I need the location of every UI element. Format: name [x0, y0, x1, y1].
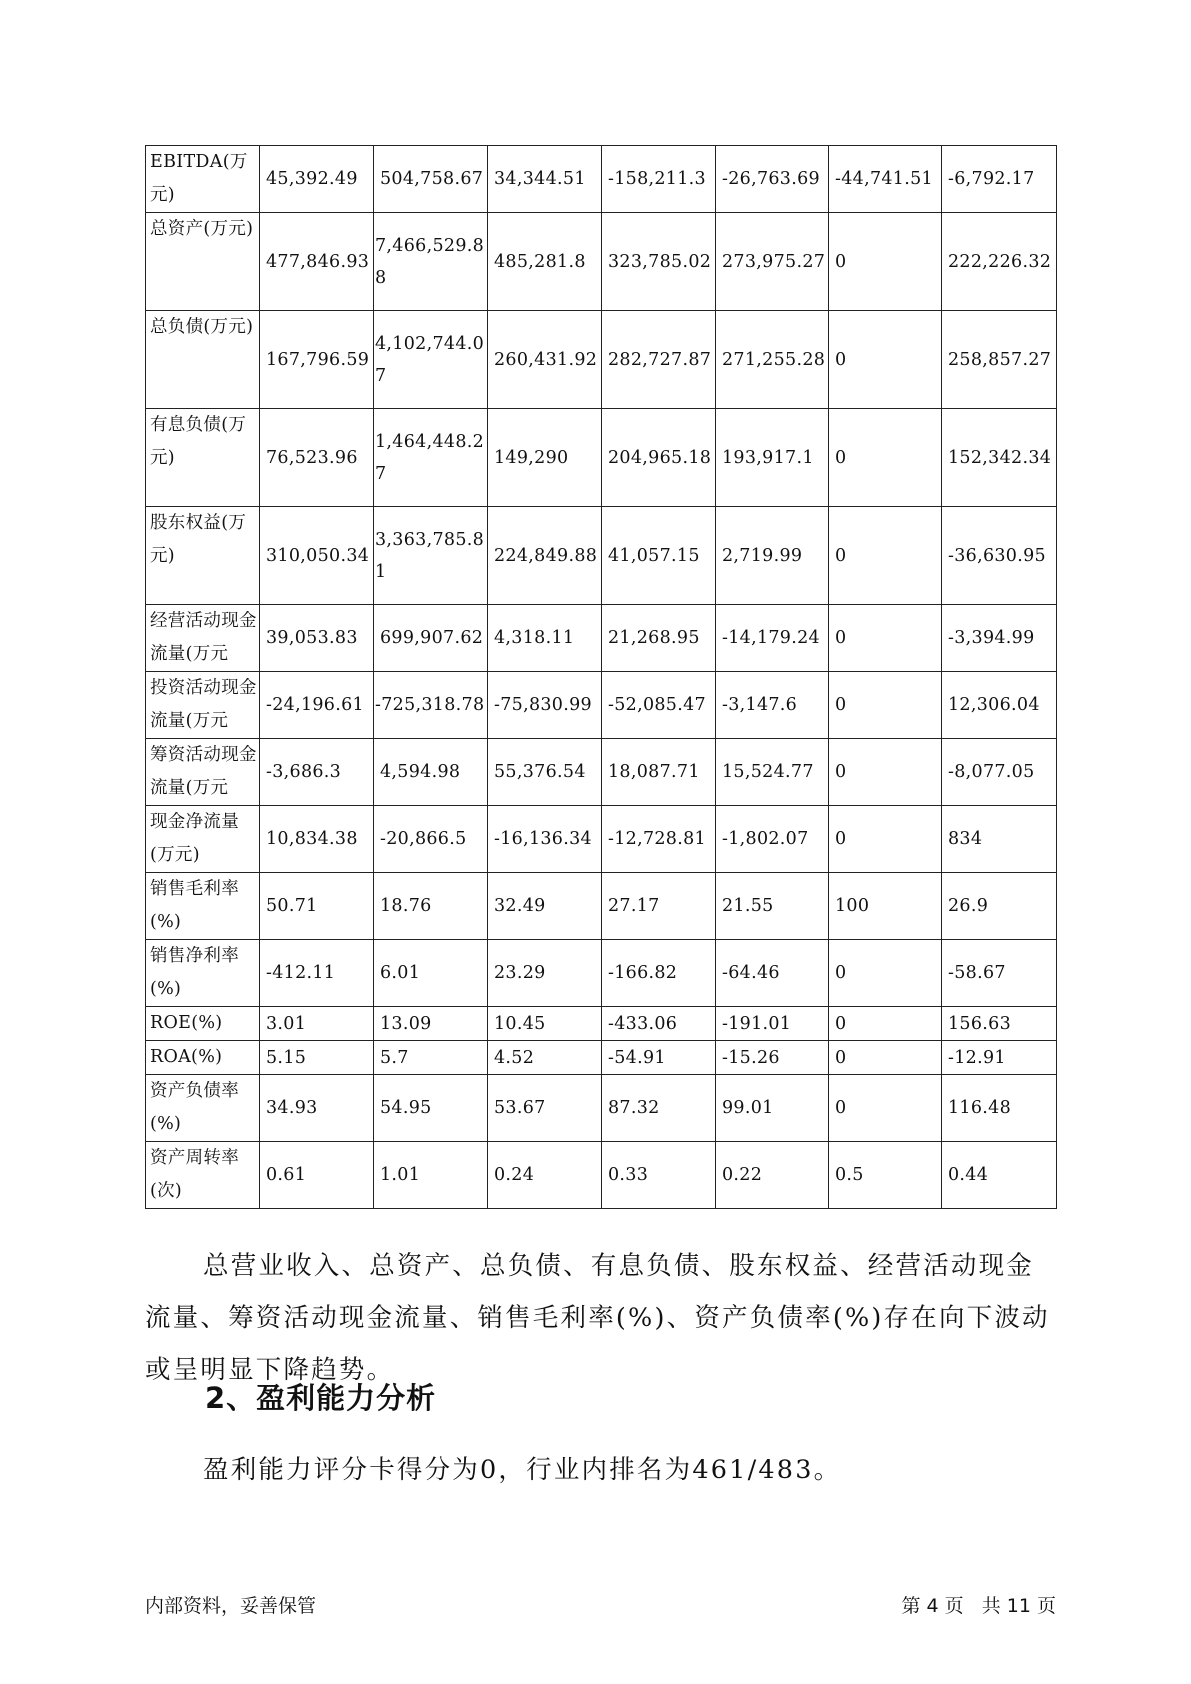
- table-cell: -58.67: [942, 940, 1057, 1007]
- row-label: 经营活动现金流量(万元: [146, 605, 260, 672]
- table-cell: 273,975.27: [716, 213, 829, 311]
- table-cell: 21.55: [716, 873, 829, 940]
- table-cell: 1.01: [374, 1142, 488, 1209]
- table-cell: 41,057.15: [602, 507, 716, 605]
- table-cell: 34.93: [260, 1075, 374, 1142]
- table-cell: 0: [829, 739, 942, 806]
- table-cell: 0: [829, 605, 942, 672]
- table-cell: 18.76: [374, 873, 488, 940]
- table-row: [146, 146, 1057, 213]
- table-cell: -64.46: [716, 940, 829, 1007]
- table-cell: -36,630.95: [942, 507, 1057, 605]
- row-label: 总负债(万元): [146, 311, 260, 409]
- table-row: [146, 311, 1057, 409]
- table-cell: 0: [829, 1075, 942, 1142]
- table-cell: 5.15: [260, 1041, 374, 1075]
- table-cell: 54.95: [374, 1075, 488, 1142]
- table-cell: 0.24: [488, 1142, 602, 1209]
- table-cell: -3,686.3: [260, 739, 374, 806]
- row-label: EBITDA(万元): [146, 146, 260, 213]
- table-cell: -52,085.47: [602, 672, 716, 739]
- table-cell: -26,763.69: [716, 146, 829, 213]
- table-cell: 222,226.32: [942, 213, 1057, 311]
- table-cell: 116.48: [942, 1075, 1057, 1142]
- table-cell: 18,087.71: [602, 739, 716, 806]
- footer-page-number: 第 4 页 共 11 页: [901, 1595, 1056, 1617]
- table-cell: 224,849.88: [488, 507, 602, 605]
- table-cell: 5.7: [374, 1041, 488, 1075]
- table-cell: 3,363,785.81: [374, 507, 488, 605]
- table-cell: -8,077.05: [942, 739, 1057, 806]
- table-cell: -433.06: [602, 1007, 716, 1041]
- table-row: [146, 940, 1057, 1007]
- table-cell: 27.17: [602, 873, 716, 940]
- table-row: [146, 213, 1057, 311]
- table-cell: 4,102,744.07: [374, 311, 488, 409]
- table-cell: 3.01: [260, 1007, 374, 1041]
- summary-paragraph: 总营业收入、总资产、总负债、有息负债、股东权益、经营活动现金流量、筹资活动现金流量、销售毛利率(%)、资产负债率(%)存在向下波动或呈明显下降趋势。: [145, 1251, 1050, 1385]
- table-cell: 10,834.38: [260, 806, 374, 873]
- table-cell: 504,758.67: [374, 146, 488, 213]
- table-cell: 4,594.98: [374, 739, 488, 806]
- table-cell: 152,342.34: [942, 409, 1057, 507]
- table-cell: -12,728.81: [602, 806, 716, 873]
- table-cell: 4,318.11: [488, 605, 602, 672]
- row-label: 资产负债率(%): [146, 1075, 260, 1142]
- table-cell: -54.91: [602, 1041, 716, 1075]
- table-cell: 0: [829, 311, 942, 409]
- table-cell: 699,907.62: [374, 605, 488, 672]
- table-cell: 12,306.04: [942, 672, 1057, 739]
- table-cell: 50.71: [260, 873, 374, 940]
- table-cell: -725,318.78: [374, 672, 488, 739]
- table-cell: 477,846.93: [260, 213, 374, 311]
- table-cell: 0: [829, 1007, 942, 1041]
- table-cell: 0.61: [260, 1142, 374, 1209]
- table-cell: 0.44: [942, 1142, 1057, 1209]
- table-row: [146, 739, 1057, 806]
- table-cell: -166.82: [602, 940, 716, 1007]
- table-cell: 76,523.96: [260, 409, 374, 507]
- table-cell: -158,211.3: [602, 146, 716, 213]
- table-cell: 0: [829, 409, 942, 507]
- table-cell: 260,431.92: [488, 311, 602, 409]
- table-cell: 26.9: [942, 873, 1057, 940]
- table-row: [146, 1075, 1057, 1142]
- row-label: 有息负债(万元): [146, 409, 260, 507]
- table-cell: 39,053.83: [260, 605, 374, 672]
- table-row: [146, 409, 1057, 507]
- row-label: 销售净利率(%): [146, 940, 260, 1007]
- row-label: ROA(%): [146, 1041, 260, 1075]
- table-row: [146, 672, 1057, 739]
- row-label: 现金净流量(万元): [146, 806, 260, 873]
- table-row: [146, 873, 1057, 940]
- section-heading: 2、盈利能力分析: [205, 1381, 437, 1415]
- table-cell: 323,785.02: [602, 213, 716, 311]
- score-paragraph: 盈利能力评分卡得分为0，行业内排名为461/483。: [203, 1455, 842, 1485]
- table-cell: -75,830.99: [488, 672, 602, 739]
- table-cell: 1,464,448.27: [374, 409, 488, 507]
- table-row: [146, 1142, 1057, 1209]
- table-cell: -3,147.6: [716, 672, 829, 739]
- financial-indicators-table: [145, 145, 1057, 1209]
- table-cell: 23.29: [488, 940, 602, 1007]
- table-cell: -15.26: [716, 1041, 829, 1075]
- row-label: ROE(%): [146, 1007, 260, 1041]
- table-cell: -20,866.5: [374, 806, 488, 873]
- table-cell: 99.01: [716, 1075, 829, 1142]
- row-label: 销售毛利率(%): [146, 873, 260, 940]
- table-row: [146, 605, 1057, 672]
- table-cell: 0: [829, 507, 942, 605]
- table-cell: 310,050.34: [260, 507, 374, 605]
- table-cell: 45,392.49: [260, 146, 374, 213]
- row-label: 投资活动现金流量(万元: [146, 672, 260, 739]
- table-cell: 271,255.28: [716, 311, 829, 409]
- footer-confidential-note: 内部资料，妥善保管: [145, 1595, 317, 1617]
- table-cell: -412.11: [260, 940, 374, 1007]
- table-cell: 32.49: [488, 873, 602, 940]
- table-cell: 0: [829, 1041, 942, 1075]
- table-cell: 100: [829, 873, 942, 940]
- table-cell: 834: [942, 806, 1057, 873]
- table-row: [146, 806, 1057, 873]
- table-cell: 204,965.18: [602, 409, 716, 507]
- table-cell: 282,727.87: [602, 311, 716, 409]
- table-cell: 4.52: [488, 1041, 602, 1075]
- table-cell: -6,792.17: [942, 146, 1057, 213]
- table-cell: -44,741.51: [829, 146, 942, 213]
- table-cell: 6.01: [374, 940, 488, 1007]
- table-cell: -12.91: [942, 1041, 1057, 1075]
- table-cell: -1,802.07: [716, 806, 829, 873]
- table-cell: -14,179.24: [716, 605, 829, 672]
- table-cell: 167,796.59: [260, 311, 374, 409]
- table-cell: 15,524.77: [716, 739, 829, 806]
- table-cell: 13.09: [374, 1007, 488, 1041]
- table-cell: 55,376.54: [488, 739, 602, 806]
- table-row: [146, 507, 1057, 605]
- table-cell: 34,344.51: [488, 146, 602, 213]
- row-label: 资产周转率(次): [146, 1142, 260, 1209]
- table-cell: 0.33: [602, 1142, 716, 1209]
- table-cell: 0: [829, 213, 942, 311]
- table-cell: 485,281.8: [488, 213, 602, 311]
- table-cell: 0: [829, 806, 942, 873]
- table-cell: 193,917.1: [716, 409, 829, 507]
- table-cell: 149,290: [488, 409, 602, 507]
- table-cell: 2,719.99: [716, 507, 829, 605]
- table-cell: 7,466,529.88: [374, 213, 488, 311]
- table-cell: -24,196.61: [260, 672, 374, 739]
- table-cell: 0: [829, 940, 942, 1007]
- table-cell: 87.32: [602, 1075, 716, 1142]
- table-cell: 156.63: [942, 1007, 1057, 1041]
- table-body: [146, 146, 1057, 1209]
- table-cell: 10.45: [488, 1007, 602, 1041]
- table-cell: 21,268.95: [602, 605, 716, 672]
- table-cell: 0: [829, 672, 942, 739]
- table-row: [146, 1041, 1057, 1075]
- table-cell: 0.22: [716, 1142, 829, 1209]
- row-label: 筹资活动现金流量(万元: [146, 739, 260, 806]
- table-cell: 53.67: [488, 1075, 602, 1142]
- row-label: 总资产(万元): [146, 213, 260, 311]
- row-label: 股东权益(万元): [146, 507, 260, 605]
- table-cell: 258,857.27: [942, 311, 1057, 409]
- table-cell: -16,136.34: [488, 806, 602, 873]
- table-row: [146, 1007, 1057, 1041]
- table-cell: -191.01: [716, 1007, 829, 1041]
- table-cell: 0.5: [829, 1142, 942, 1209]
- table-cell: -3,394.99: [942, 605, 1057, 672]
